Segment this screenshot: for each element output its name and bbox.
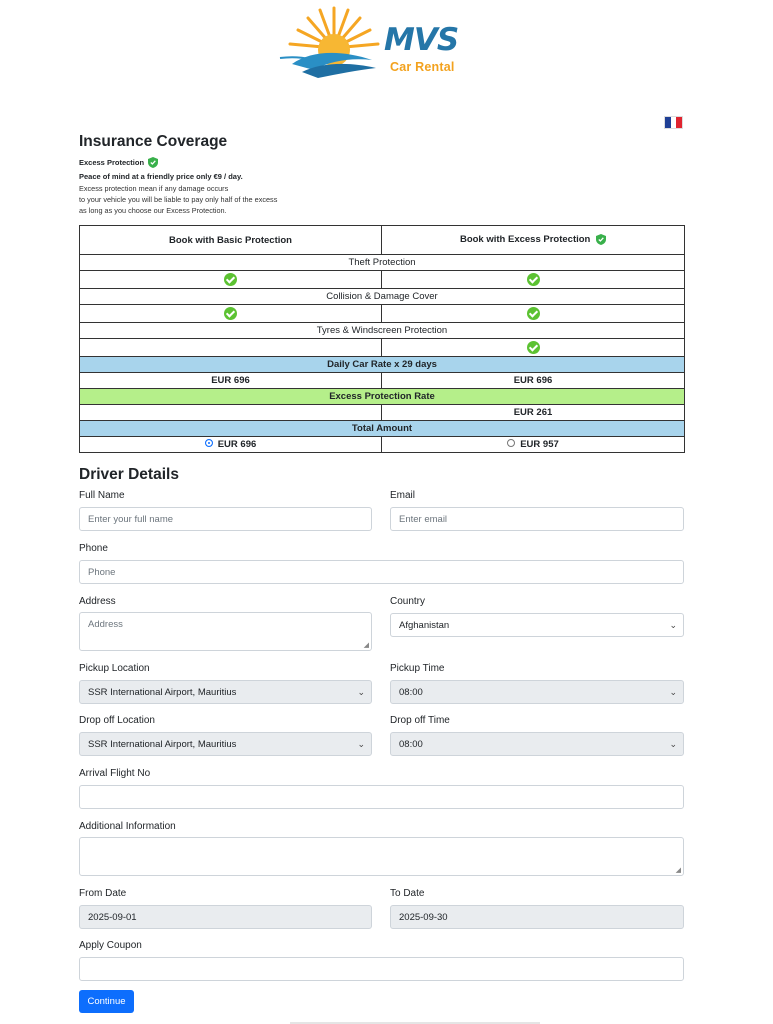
col-excess-header [382, 226, 685, 255]
dropoff-time-label: Drop off Time [390, 715, 450, 726]
daily-rate-excess: EUR 696 [382, 373, 685, 389]
excess-protection-label [79, 157, 158, 168]
country-value: Afghanistan [399, 619, 450, 631]
desc-line: to your vehicle you will be liable to pay only half of the excess [79, 195, 278, 204]
total-basic-option[interactable] [80, 437, 382, 453]
additional-info-label: Additional Information [79, 821, 176, 832]
brand-subtitle: Car Rental [390, 60, 455, 74]
basic-coverage-cell [80, 305, 382, 323]
arrival-flight-label: Arrival Flight No [79, 768, 151, 779]
excess-rate-excess: EUR 261 [382, 405, 685, 421]
email-input[interactable] [390, 507, 684, 531]
from-date-value: 2025-09-01 [88, 911, 137, 923]
coupon-input[interactable] [79, 957, 684, 981]
excess-coverage-cell [382, 305, 685, 323]
shield-check-icon [148, 157, 158, 168]
excess-coverage-cell [382, 271, 685, 289]
from-date-label: From Date [79, 888, 127, 899]
excess-protection-text: Excess Protection [79, 158, 145, 167]
chevron-down-icon: ⌄ [669, 686, 677, 697]
dropoff-time-value: 08:00 [399, 738, 423, 750]
excess-description [79, 183, 277, 216]
basic-coverage-cell [80, 271, 382, 289]
dropoff-time-select[interactable] [390, 732, 684, 756]
brand-logo[interactable] [272, 0, 488, 92]
col-basic-header [80, 226, 382, 255]
full-name-input[interactable] [79, 507, 372, 531]
full-name-placeholder: Enter your full name [88, 513, 174, 525]
coverage-row-label: Collision & Damage Cover [80, 289, 685, 305]
driver-details-title: Driver Details [79, 466, 179, 483]
col-basic-label: Book with Basic Protection [169, 234, 292, 246]
check-circle-icon [527, 341, 540, 354]
resize-handle-icon[interactable]: ◢ [363, 642, 369, 649]
chevron-down-icon: ⌄ [669, 619, 677, 630]
shield-check-icon [596, 234, 606, 245]
brand-name: MVS [384, 22, 459, 58]
email-placeholder: Enter email [399, 513, 448, 525]
address-label: Address [79, 596, 116, 607]
pickup-location-label: Pickup Location [79, 663, 150, 674]
chevron-down-icon: ⌄ [669, 738, 677, 749]
total-amount-header: Total Amount [80, 421, 685, 437]
pickup-location-value: SSR International Airport, Mauritius [88, 686, 237, 698]
email-label: Email [390, 490, 416, 501]
chevron-down-icon: ⌄ [357, 686, 365, 697]
dropoff-location-label: Drop off Location [79, 715, 155, 726]
chevron-down-icon: ⌄ [357, 738, 365, 749]
daily-rate-header: Daily Car Rate x 29 days [80, 357, 685, 373]
to-date-value: 2025-09-30 [399, 911, 448, 923]
address-textarea[interactable] [79, 612, 372, 651]
basic-radio[interactable] [205, 439, 213, 447]
daily-rate-basic: EUR 696 [80, 373, 382, 389]
excess-coverage-cell [382, 339, 685, 357]
basic-coverage-cell [80, 339, 382, 357]
address-placeholder: Address [88, 619, 123, 630]
check-circle-icon [527, 273, 540, 286]
phone-input[interactable] [79, 560, 684, 584]
dropoff-location-select[interactable] [79, 732, 372, 756]
total-basic-value: EUR 696 [217, 439, 257, 450]
to-date-label: To Date [390, 888, 425, 899]
check-circle-icon [224, 307, 237, 320]
pickup-time-select[interactable] [390, 680, 684, 704]
sun-wave-logo-icon [272, 0, 392, 92]
to-date-input[interactable] [390, 905, 684, 929]
country-label: Country [390, 596, 426, 607]
pickup-time-value: 08:00 [399, 686, 423, 698]
desc-line: as long as you choose our Excess Protection. [79, 206, 227, 215]
coverage-row-label: Theft Protection [80, 255, 685, 271]
coupon-label: Apply Coupon [79, 940, 142, 951]
check-circle-icon [224, 273, 237, 286]
total-excess-value: EUR 957 [520, 439, 559, 450]
insurance-title: Insurance Coverage [79, 133, 228, 150]
pickup-location-select[interactable] [79, 680, 372, 704]
check-circle-icon [527, 307, 540, 320]
from-date-input[interactable] [79, 905, 372, 929]
coverage-row-label: Tyres & Windscreen Protection [80, 323, 685, 339]
total-excess-option[interactable] [382, 437, 685, 453]
resize-handle-icon[interactable]: ◢ [675, 867, 681, 874]
desc-line: Excess protection mean if any damage occurs [79, 184, 229, 193]
phone-placeholder: Phone [88, 566, 116, 578]
pickup-time-label: Pickup Time [390, 663, 445, 674]
dropoff-location-value: SSR International Airport, Mauritius [88, 738, 237, 750]
country-select[interactable] [390, 613, 684, 637]
col-excess-label: Book with Excess Protection [459, 234, 591, 246]
full-name-label: Full Name [79, 490, 125, 501]
excess-rate-header: Excess Protection Rate [80, 389, 685, 405]
fr-flag-icon[interactable] [664, 116, 683, 129]
excess-rate-basic [80, 405, 382, 421]
excess-radio[interactable] [507, 439, 515, 447]
insurance-table [79, 225, 685, 453]
arrival-flight-input[interactable] [79, 785, 684, 809]
phone-label: Phone [79, 543, 108, 554]
additional-info-textarea[interactable] [79, 837, 684, 876]
peace-of-mind-text: Peace of mind at a friendly price only €9 / day. [79, 172, 243, 181]
continue-button[interactable]: Continue [79, 990, 134, 1013]
